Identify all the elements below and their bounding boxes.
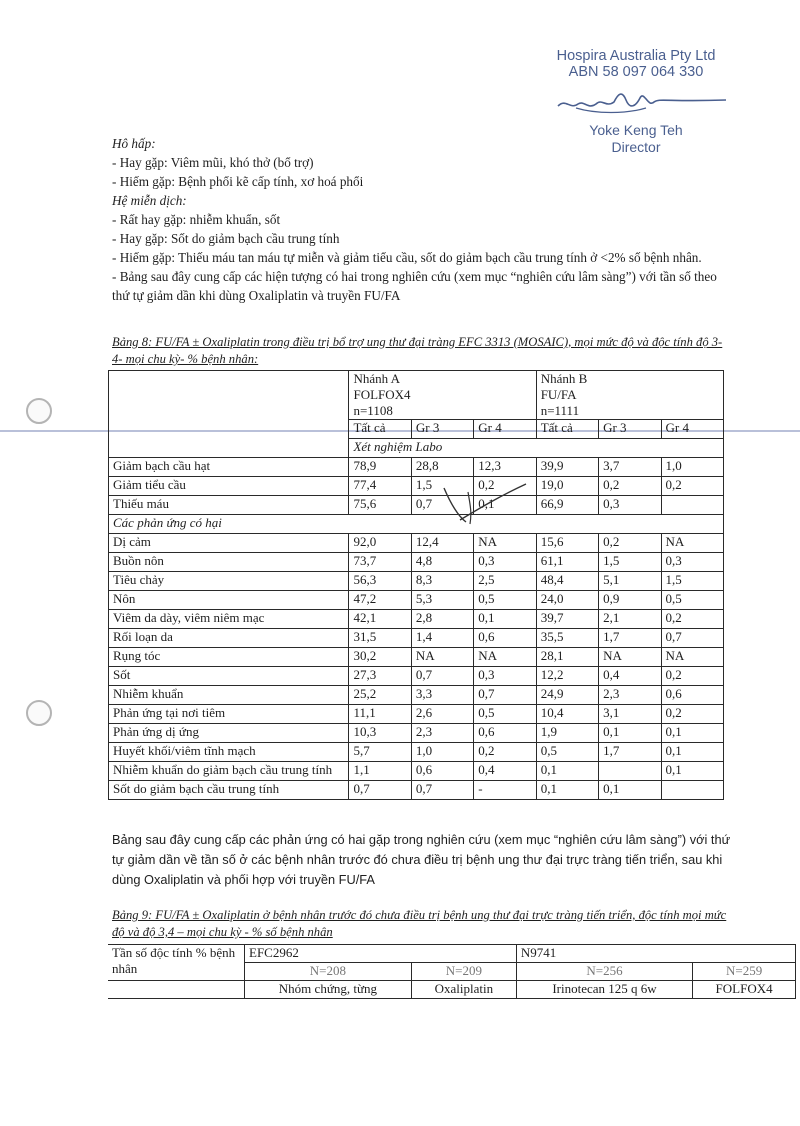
row-label: Viêm da dày, viêm niêm mạc	[109, 610, 349, 629]
adverse-rows	[109, 534, 724, 800]
study-efc: EFC2962	[245, 945, 517, 963]
table8	[108, 370, 724, 800]
value-cell: 0,2	[661, 610, 724, 629]
table8-arm-header	[109, 371, 724, 420]
table8-row	[109, 553, 724, 572]
value-cell: 0,2	[599, 534, 661, 553]
value-cell: 0,7	[349, 781, 411, 800]
value-cell: NA	[599, 648, 661, 667]
value-cell: 0,6	[474, 724, 536, 743]
value-cell: 39,9	[536, 458, 598, 477]
value-cell: 12,3	[474, 458, 536, 477]
section-label: Xét nghiệm Labo	[349, 439, 724, 458]
table8-row	[109, 667, 724, 686]
row-label: Sốt	[109, 667, 349, 686]
value-cell: 1,1	[349, 762, 411, 781]
value-cell: 2,5	[474, 572, 536, 591]
value-cell: 3,7	[599, 458, 661, 477]
value-cell	[661, 496, 724, 515]
subheader-cell: Gr 4	[661, 420, 724, 439]
table9-group-row	[108, 981, 796, 999]
value-cell: 2,8	[411, 610, 473, 629]
punch-hole-bottom	[26, 700, 52, 726]
row-label: Nôn	[109, 591, 349, 610]
value-cell: 8,3	[411, 572, 473, 591]
value-cell: 1,5	[411, 477, 473, 496]
value-cell: 0,1	[661, 724, 724, 743]
value-cell: 3,1	[599, 705, 661, 724]
immune-item-2: - Hay gặp: Sốt do giảm bạch cầu trung tính	[112, 231, 340, 246]
value-cell: 19,0	[536, 477, 598, 496]
table8-row	[109, 648, 724, 667]
value-cell: 12,4	[411, 534, 473, 553]
value-cell: 0,1	[536, 762, 598, 781]
value-cell: 0,3	[661, 553, 724, 572]
arm-a-regimen: FOLFOX4	[353, 387, 411, 402]
row-label: Nhiễm khuẩn do giảm bạch cầu trung tính	[109, 762, 349, 781]
stamp-name: Yoke Keng Teh	[589, 122, 683, 138]
row-label: Nhiễm khuẩn	[109, 686, 349, 705]
row-label: Giảm tiểu cầu	[109, 477, 349, 496]
table9-study-row	[108, 945, 796, 963]
handwritten-mark	[440, 482, 530, 537]
value-cell: 0,1	[536, 781, 598, 800]
value-cell: 73,7	[349, 553, 411, 572]
value-cell: 4,8	[411, 553, 473, 572]
value-cell: 0,4	[474, 762, 536, 781]
value-cell: 2,3	[599, 686, 661, 705]
value-cell: 0,5	[474, 705, 536, 724]
value-cell: 15,6	[536, 534, 598, 553]
n-cell: N=256	[516, 963, 692, 981]
group-cell: Oxaliplatin	[411, 981, 516, 999]
row-label: Huyết khối/viêm tĩnh mạch	[109, 743, 349, 762]
arm-a-header	[349, 371, 536, 420]
row-label: Dị cảm	[109, 534, 349, 553]
table8-corner	[109, 371, 349, 458]
value-cell: 10,4	[536, 705, 598, 724]
n-cell: N=208	[245, 963, 412, 981]
value-cell: 48,4	[536, 572, 598, 591]
value-cell: 1,5	[661, 572, 724, 591]
value-cell: -	[474, 781, 536, 800]
value-cell: 66,9	[536, 496, 598, 515]
resp-item-2: - Hiếm gặp: Bệnh phổi kẽ cấp tính, xơ hoá phổi	[112, 174, 364, 189]
group-cell: Nhóm chứng, từng	[245, 981, 412, 999]
value-cell: 0,3	[474, 553, 536, 572]
lab-rows	[109, 458, 724, 515]
immune-heading: Hệ miễn dịch:	[112, 193, 187, 208]
value-cell: 0,7	[411, 496, 473, 515]
subheader-cell: Gr 3	[599, 420, 661, 439]
table8-row	[109, 477, 724, 496]
value-cell: 0,2	[599, 477, 661, 496]
table8-row	[109, 743, 724, 762]
resp-item-1: - Hay gặp: Viêm mũi, khó thở (bổ trợ)	[112, 155, 314, 170]
group-cell: FOLFOX4	[693, 981, 796, 999]
value-cell: 2,1	[599, 610, 661, 629]
value-cell: 1,7	[599, 629, 661, 648]
value-cell: 0,7	[474, 686, 536, 705]
group-cell: Irinotecan 125 q 6w	[516, 981, 692, 999]
value-cell: 0,1	[599, 781, 661, 800]
value-cell: 12,2	[536, 667, 598, 686]
stamp-abn: ABN 58 097 064 330	[568, 64, 704, 80]
value-cell: 61,1	[536, 553, 598, 572]
value-cell: 75,6	[349, 496, 411, 515]
value-cell	[661, 781, 724, 800]
stamp-title: Director	[611, 139, 661, 155]
table8-row	[109, 629, 724, 648]
value-cell: 11,1	[349, 705, 411, 724]
value-cell: 42,1	[349, 610, 411, 629]
arm-a-n: n=1108	[353, 403, 393, 418]
value-cell: 92,0	[349, 534, 411, 553]
value-cell: 0,2	[474, 743, 536, 762]
table8-row	[109, 781, 724, 800]
value-cell: 30,2	[349, 648, 411, 667]
table8-row	[109, 724, 724, 743]
value-cell: 25,2	[349, 686, 411, 705]
section-row-adverse	[109, 515, 724, 534]
table9-caption: Bảng 9: FU/FA ± Oxaliplatin ở bệnh nhân trước đó chưa điều trị bệnh ung thư đại trực tràng tiến triển, độc tính mọi mức độ và độ 3,4 – mọi chu kỳ - % số bệnh nhân	[112, 908, 727, 939]
table9-col0: Tần số độc tính % bệnh nhân	[108, 945, 245, 981]
value-cell: 0,7	[411, 667, 473, 686]
row-label: Phản ứng dị ứng	[109, 724, 349, 743]
table8-row	[109, 610, 724, 629]
table9-blank	[108, 981, 245, 999]
value-cell: 0,2	[661, 667, 724, 686]
value-cell: 0,2	[661, 477, 724, 496]
value-cell: 1,9	[536, 724, 598, 743]
table8-row	[109, 686, 724, 705]
value-cell: 47,2	[349, 591, 411, 610]
row-label: Buồn nôn	[109, 553, 349, 572]
value-cell: 24,9	[536, 686, 598, 705]
value-cell: 39,7	[536, 610, 598, 629]
value-cell: 0,3	[474, 667, 536, 686]
resp-heading: Hô hấp:	[112, 136, 156, 151]
value-cell: 1,5	[599, 553, 661, 572]
value-cell: 1,7	[599, 743, 661, 762]
subheader-cell: Tất cả	[536, 420, 598, 439]
row-label: Giảm bạch cầu hạt	[109, 458, 349, 477]
immune-item-3: - Hiếm gặp: Thiếu máu tan máu tự miễn và giảm tiểu cầu, sốt do giảm bạch cầu trung tính ở <2% số bệnh nhân.	[112, 250, 702, 265]
value-cell: 0,5	[661, 591, 724, 610]
arm-b-regimen: FU/FA	[540, 387, 577, 402]
table8-row	[109, 762, 724, 781]
n-cell: N=259	[693, 963, 796, 981]
arm-b-name: Nhánh B	[540, 371, 588, 386]
value-cell: 24,0	[536, 591, 598, 610]
value-cell: NA	[474, 648, 536, 667]
value-cell: 5,7	[349, 743, 411, 762]
value-cell: 5,1	[599, 572, 661, 591]
arm-b-n: n=1111	[540, 403, 580, 418]
subheader-cell: Gr 3	[411, 420, 473, 439]
value-cell: 3,3	[411, 686, 473, 705]
value-cell: 1,0	[411, 743, 473, 762]
value-cell: 27,3	[349, 667, 411, 686]
row-label: Thiếu máu	[109, 496, 349, 515]
value-cell: 0,1	[661, 743, 724, 762]
n-cell: N=209	[411, 963, 516, 981]
table8-row	[109, 458, 724, 477]
table8-row	[109, 705, 724, 724]
value-cell: 0,3	[599, 496, 661, 515]
value-cell: NA	[661, 534, 724, 553]
value-cell: 0,1	[661, 762, 724, 781]
table-intro: - Bảng sau đây cung cấp các hiện tượng có hai trong nghiên cứu (xem mục “nghiên cứu lâm sàng”) với tần số theo thứ tự giảm dần khi dùng Oxaliplatin và truyền FU/FA	[112, 269, 717, 303]
value-cell: 10,3	[349, 724, 411, 743]
row-label: Phản ứng tại nơi tiêm	[109, 705, 349, 724]
value-cell: 0,6	[661, 686, 724, 705]
value-cell: 5,3	[411, 591, 473, 610]
intro-text	[112, 134, 732, 305]
row-label: Rụng tóc	[109, 648, 349, 667]
value-cell: 0,7	[411, 781, 473, 800]
value-cell: 1,0	[661, 458, 724, 477]
value-cell: NA	[474, 534, 536, 553]
value-cell: 35,5	[536, 629, 598, 648]
value-cell: 78,9	[349, 458, 411, 477]
table9	[108, 944, 796, 999]
value-cell	[599, 762, 661, 781]
arm-b-header	[536, 371, 723, 420]
arm-a-name: Nhánh A	[353, 371, 401, 386]
value-cell: 31,5	[349, 629, 411, 648]
value-cell: 0,1	[474, 610, 536, 629]
para2: Bảng sau đây cung cấp các phản ứng có hai gặp trong nghiên cứu (xem mục “nghiên cứu lâm sàng”) với thứ tự giảm dần về tần số ở các bệnh nhân trước đó chưa điều trị bệnh ung thư đại trực tràng tiến triển, sau khi dùng Oxaliplatin và phối hợp với truyền FU/FA	[112, 832, 731, 887]
subheader-cell: Gr 4	[474, 420, 536, 439]
value-cell: 0,2	[661, 705, 724, 724]
value-cell: 0,7	[661, 629, 724, 648]
value-cell: 77,4	[349, 477, 411, 496]
value-cell: 28,1	[536, 648, 598, 667]
value-cell: 0,2	[474, 477, 536, 496]
table8-row	[109, 534, 724, 553]
row-label: Rối loạn da	[109, 629, 349, 648]
value-cell: 56,3	[349, 572, 411, 591]
value-cell: 0,5	[474, 591, 536, 610]
value-cell: NA	[411, 648, 473, 667]
study-n9741: N9741	[516, 945, 795, 963]
value-cell: 0,6	[411, 762, 473, 781]
value-cell: 28,8	[411, 458, 473, 477]
subheader-cell: Tất cả	[349, 420, 411, 439]
value-cell: 2,3	[411, 724, 473, 743]
value-cell: 0,6	[474, 629, 536, 648]
table8-row	[109, 572, 724, 591]
value-cell: 0,4	[599, 667, 661, 686]
value-cell: NA	[661, 648, 724, 667]
section-label: Các phản ứng có hại	[109, 515, 724, 534]
immune-item-1: - Rất hay gặp: nhiễm khuẩn, sốt	[112, 212, 281, 227]
row-label: Tiêu chảy	[109, 572, 349, 591]
table8-caption: Bảng 8: FU/FA ± Oxaliplatin trong điều trị bổ trợ ung thư đại tràng EFC 3313 (MOSAIC), mọi mức độ và độc tính độ 3-4- mọi chu kỳ- % bệnh nhân:	[112, 335, 723, 366]
value-cell: 1,4	[411, 629, 473, 648]
punch-hole-top	[26, 398, 52, 424]
value-cell: 0,1	[599, 724, 661, 743]
signature	[536, 80, 736, 122]
row-label: Sốt do giảm bạch cầu trung tính	[109, 781, 349, 800]
stamp-company: Hospira Australia Pty Ltd	[556, 48, 716, 64]
value-cell: 0,9	[599, 591, 661, 610]
value-cell: 0,5	[536, 743, 598, 762]
value-cell: 0,1	[474, 496, 536, 515]
table8-row	[109, 591, 724, 610]
value-cell: 2,6	[411, 705, 473, 724]
table8-row	[109, 496, 724, 515]
